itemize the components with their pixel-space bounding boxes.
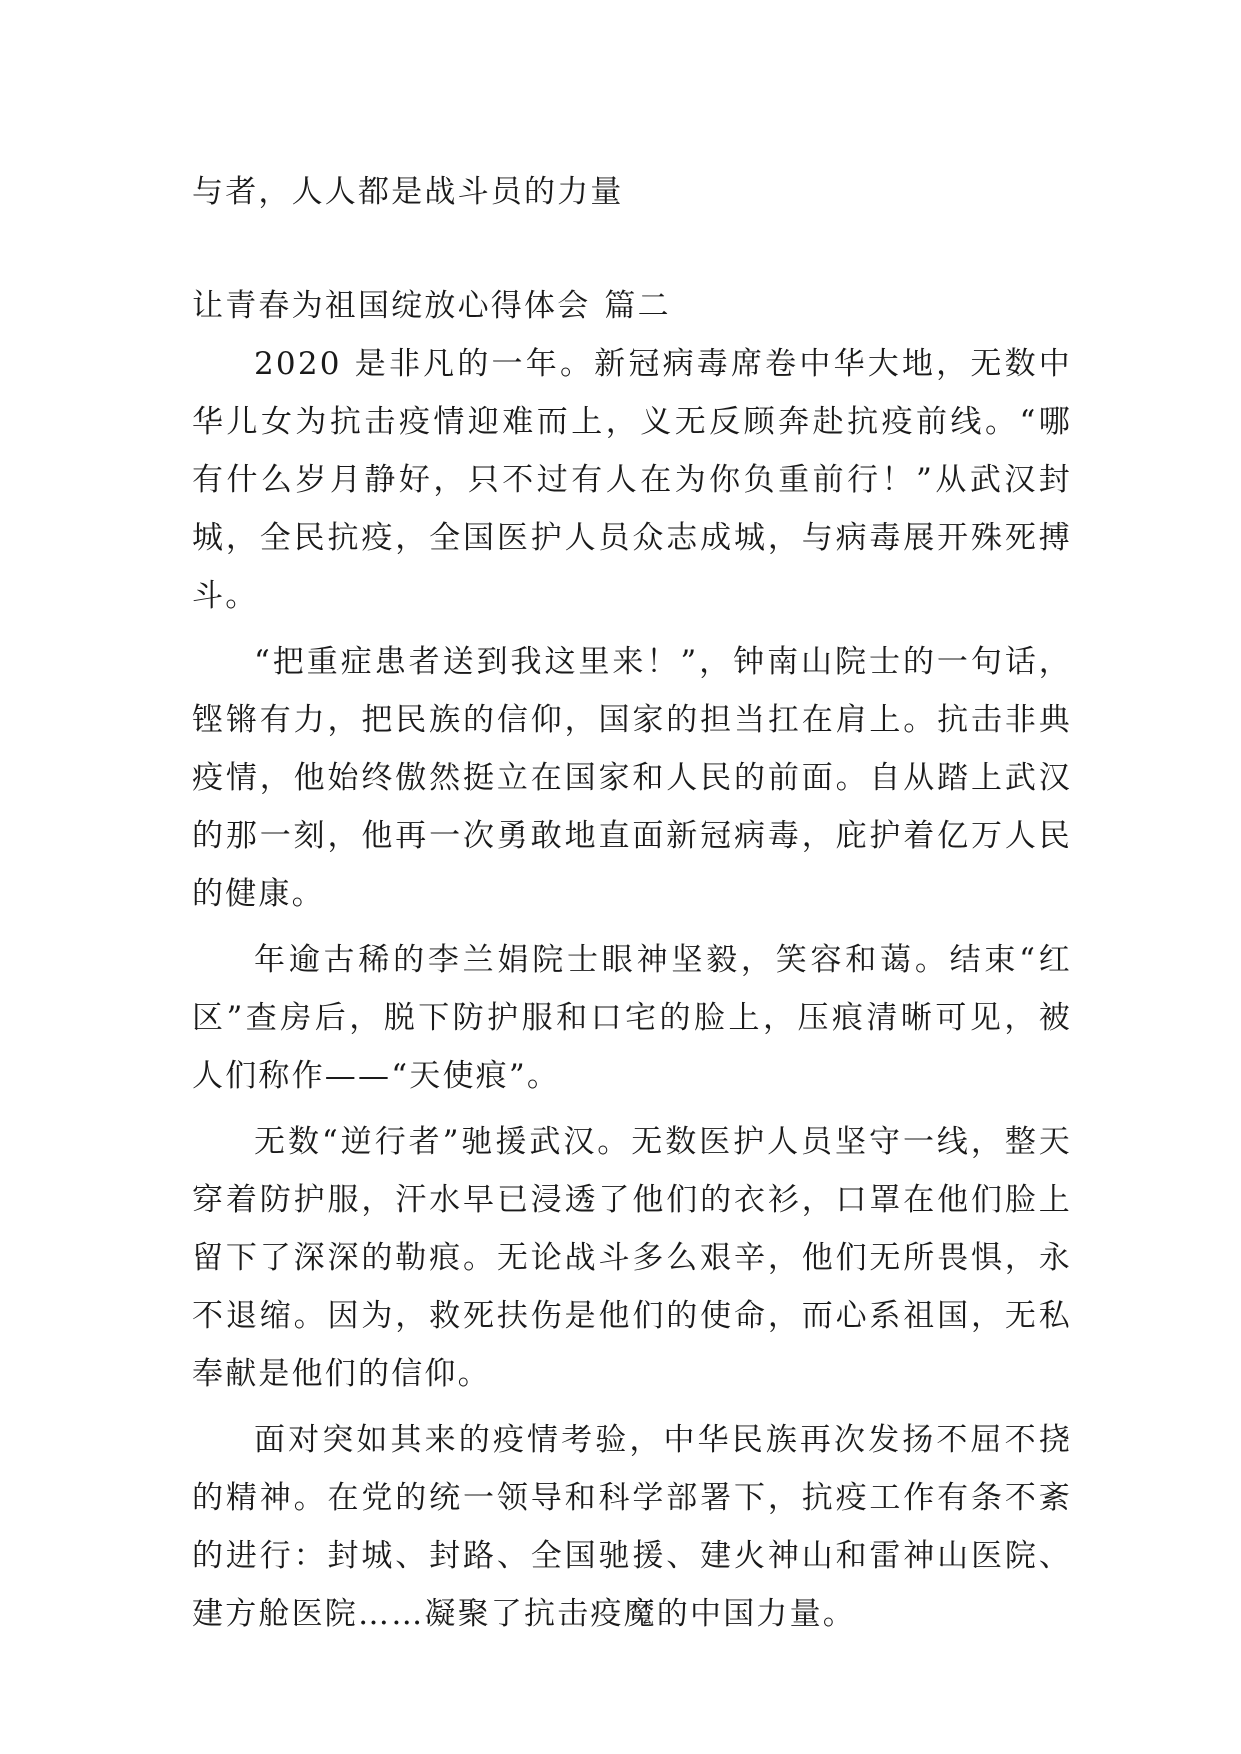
paragraph: 年逾古稀的李兰娟院士眼神坚毅，笑容和蔼。结束“红区”查房后，脱下防护服和口宅的脸上，压痕清晰可见，被人们称作——“天使痕”。 xyxy=(192,942,1072,1094)
paragraph: 2020 是非凡的一年。新冠病毒席卷中华大地，无数中华儿女为抗击疫情迎难而上，义无反顾奔赴抗疫前线。“哪有什么岁月静好，只不过有人在为你负重前行！”从武汉封城，全民抗疫，全国医护人员众志成城，与病毒展开殊死搏斗。 xyxy=(192,346,1072,614)
paragraph: 面对突如其来的疫情考验，中华民族再次发扬不屈不挠的精神。在党的统一领导和科学部署下，抗疫工作有条不紊的进行：封城、封路、全国驰援、建火神山和雷神山医院、建方舱医院……凝聚了抗击疫魔的中国力量。 xyxy=(192,1422,1072,1632)
paragraph: “把重症患者送到我这里来！”，钟南山院士的一句话，铿锵有力，把民族的信仰，国家的担当扛在肩上。抗击非典疫情，他始终傲然挺立在国家和人民的前面。自从踏上武汉的那一刻，他再一次勇敢地直面新冠病毒，庇护着亿万人民的健康。 xyxy=(192,644,1072,912)
body-text xyxy=(192,335,1072,1651)
section-heading xyxy=(192,282,1072,330)
section-part-label: 篇二 xyxy=(604,288,671,324)
section-title: 让青春为祖国绽放心得体会 xyxy=(192,288,591,324)
paragraph: 无数“逆行者”驰援武汉。无数医护人员坚守一线，整天穿着防护服，汗水早已浸透了他们的衣衫，口罩在他们脸上留下了深深的勒痕。无论战斗多么艰辛，他们无所畏惧，永不退缩。因为，救死扶伤是他们的使命，而心系祖国，无私奉献是他们的信仰。 xyxy=(192,1124,1072,1392)
carryover-line: 与者，人人都是战斗员的力量 xyxy=(192,174,624,210)
